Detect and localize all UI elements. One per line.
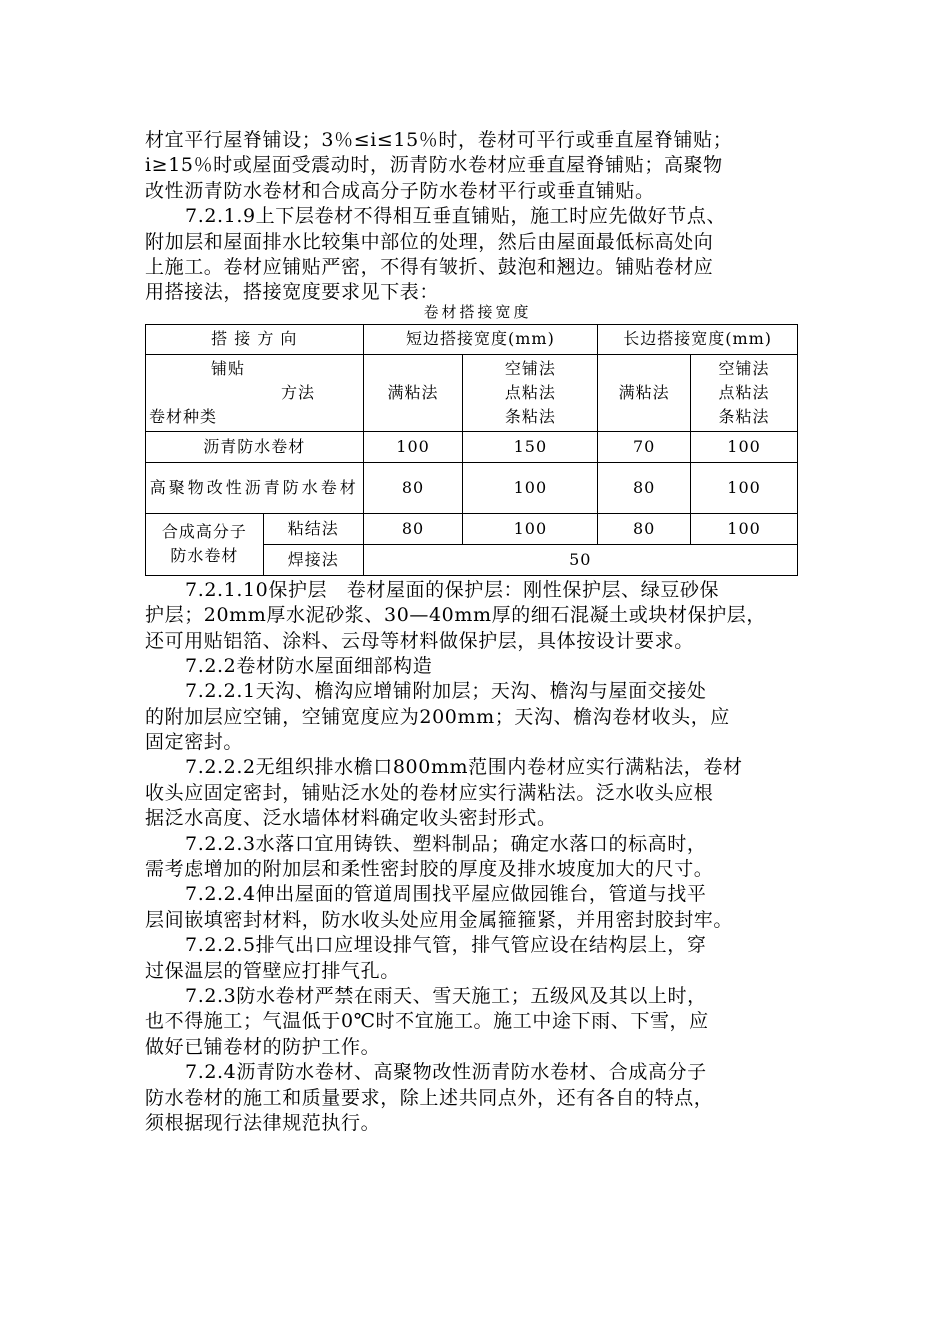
method-other-short [463,354,598,431]
table-cell: 80 [363,462,463,513]
table-cell: 80 [598,462,691,513]
table-row [146,513,798,544]
text-line: 7.2.2卷材防水屋面细部构造 [185,654,433,677]
method-empty: 空铺法 [504,358,556,378]
text-line: 7.2.2.4伸出屋面的管道周围找平屋应做园锥台，管道与找平 [185,883,707,906]
text-line: 过保温层的管壁应打排气孔。 [145,959,400,982]
text-line: 的附加层应空铺，空铺宽度应为200mm；天沟、檐沟卷材收头，应 [145,705,730,728]
material-name: 沥青防水卷材 [146,431,364,462]
method-other-long [691,354,798,431]
text-line: 收头应固定密封，铺贴泛水处的卷材应实行满粘法。泛水收头应根 [145,781,714,804]
text-line: 7.2.2.3水落口宜用铸铁、塑料制品；确定水落口的标高时， [185,832,707,855]
text-line: 7.2.1.9上下层卷材不得相互垂直铺贴，施工时应先做好节点、 [185,205,727,228]
material-group [146,513,264,575]
text-line: 还可用贴铝箔、涂料、云母等材料做保护层，具体按设计要求。 [145,629,694,652]
text-line: 层间嵌填密封材料，防水收头处应用金属箍箍紧，并用密封胶封牢。 [145,908,734,931]
method-strip: 条粘法 [504,406,556,426]
clause-paragraph [145,984,810,1060]
method-point: 点粘法 [504,382,556,402]
overlap-width-table [145,324,798,576]
table-cell: 100 [463,513,598,544]
method-strip: 条粘法 [718,406,770,426]
diag-label-top: 铺贴 [211,358,246,378]
text-line: 防水卷材的施工和质量要求，除上述共同点外，还有各自的特点， [145,1086,714,1109]
material-group-line: 合成高分子 [161,522,247,542]
table-cell: 70 [598,431,691,462]
diag-label-bottom: 卷材种类 [149,406,218,426]
clause-paragraph [145,679,810,755]
text-line: 7.2.1.10保护层 卷材屋面的保护层：刚性保护层、绿豆砂保 [185,578,720,601]
table-cell: 80 [598,513,691,544]
table-cell: 100 [691,513,798,544]
weld-method: 焊接法 [263,544,363,575]
table-caption: 卷材搭接宽度 [423,302,532,321]
diagonal-header-cell [146,354,364,431]
clause-paragraph [145,578,810,654]
text-line: 7.2.2.2无组织排水檐口800mm范围内卷材应实行满粘法，卷材 [185,756,743,779]
clause-paragraph [145,654,810,679]
table-cell: 100 [691,462,798,513]
header-long-edge: 长边搭接宽度(mm) [598,324,798,354]
body-text [145,128,810,1136]
bond-method: 粘结法 [263,513,363,544]
text-line: 用搭接法，搭接宽度要求见下表： [145,281,440,304]
clause-paragraph [145,933,810,984]
material-group-line: 防水卷材 [170,546,239,566]
table-cell: 100 [691,431,798,462]
method-empty: 空铺法 [718,358,770,378]
text-line: 7.2.2.1天沟、檐沟应增铺附加层；天沟、檐沟与屋面交接处 [185,680,707,703]
table-cell: 100 [463,462,598,513]
diag-label-mid: 方法 [281,382,316,402]
table-cell-merged: 50 [363,544,797,575]
text-line: 材宜平行屋脊铺设；3％≤i≤15％时，卷材可平行或垂直屋脊铺贴； [145,129,733,151]
method-full-long: 满粘法 [598,354,691,431]
header-direction: 搭 接 方 向 [146,324,364,354]
table-row [146,462,798,513]
text-line: 7.2.2.5排气出口应埋设排气管，排气管应设在结构层上，穿 [185,934,707,957]
text-line: 须根据现行法律规范执行。 [145,1111,381,1134]
text-line: i≥15％时或屋面受震动时，沥青防水卷材应垂直屋脊铺贴；高聚物 [145,154,723,177]
clause-paragraph [145,1060,810,1136]
clause-7-2-1-9 [145,204,810,306]
intro-paragraph [145,128,810,204]
text-line: 据泛水高度、泛水墙体材料确定收头密封形式。 [145,807,557,830]
text-line: 固定密封。 [145,731,244,754]
text-line: 7.2.4沥青防水卷材、高聚物改性沥青防水卷材、合成高分子 [185,1061,707,1084]
header-short-edge: 短边搭接宽度(mm) [363,324,598,354]
clause-paragraph [145,755,810,831]
table-row [146,431,798,462]
text-line: 上施工。卷材应铺贴严密，不得有皱折、鼓泡和翘边。铺贴卷材应 [145,255,714,278]
text-line: 附加层和屋面排水比较集中部位的处理，然后由屋面最低标高处向 [145,230,714,253]
material-name: 高聚物改性沥青防水卷材 [146,462,364,513]
text-line: 也不得施工；气温低于0℃时不宜施工。施工中途下雨、下雪，应 [145,1010,709,1033]
after-table-text [145,578,810,1137]
text-line: 需考虑增加的附加层和柔性密封胶的厚度及排水坡度加大的尺寸。 [145,858,714,881]
table-cell: 150 [463,431,598,462]
method-full-short: 满粘法 [363,354,463,431]
text-line: 7.2.3防水卷材严禁在雨天、雪天施工；五级风及其以上时， [185,984,707,1007]
table-cell: 80 [363,513,463,544]
text-line: 改性沥青防水卷材和合成高分子防水卷材平行或垂直铺贴。 [145,179,655,202]
text-line: 做好已铺卷材的防护工作。 [145,1035,381,1058]
text-line: 护层；20mm厚水泥砂浆、30—40mm厚的细石混凝土或块材保护层， [145,604,766,627]
method-point: 点粘法 [718,382,770,402]
clause-paragraph [145,882,810,933]
clause-paragraph [145,832,810,883]
table-cell: 100 [363,431,463,462]
